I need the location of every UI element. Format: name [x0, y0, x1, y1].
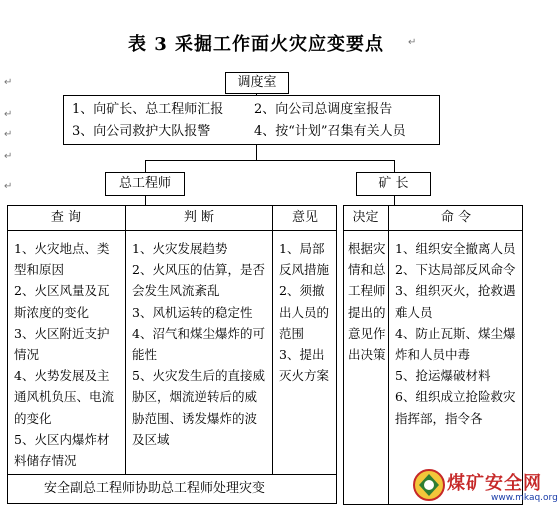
- connector-line: [256, 145, 257, 161]
- footer-note: 安全副总工程师协助总工程师处理灾变: [44, 481, 266, 496]
- paragraph-mark-icon: ↵: [4, 77, 13, 88]
- list-item: 5、火灾发生后的直接威胁区，烟流逆转后的威胁范围、诱发爆炸的波及区域: [132, 368, 265, 447]
- list-item: 3、提出灭火方案: [279, 347, 330, 384]
- list-item: 1、局部反风措施: [279, 241, 330, 278]
- dispatch-action: 3、向公司救护大队报警: [72, 124, 211, 139]
- column-header-query: 查 询: [50, 210, 82, 225]
- dispatch-action: 2、向公司总调度室报告: [254, 102, 393, 117]
- table-rule: [343, 230, 523, 231]
- command-list: [389, 232, 523, 429]
- footer-note-box: [7, 474, 337, 504]
- paragraph-mark-icon: ↵: [408, 37, 417, 48]
- list-item: 2、须撤出人员的范围: [279, 283, 330, 341]
- list-item: 4、火势发展及主通风机负压、电流的变化: [14, 368, 115, 426]
- decision-text: [344, 232, 388, 365]
- paragraph-mark-icon: ↵: [4, 129, 13, 140]
- list-item: 1、组织安全撤离人员: [395, 241, 516, 256]
- dispatch-actions-box: [63, 95, 440, 145]
- table-rule: [7, 230, 337, 231]
- list-item: 3、火区附近支护情况: [14, 325, 110, 363]
- list-item: 3、组织灭火，抢救遇难人员: [395, 283, 516, 320]
- list-item: 2、下达局部反风命令: [395, 262, 516, 278]
- watermark: [413, 465, 558, 509]
- paragraph-mark-icon: ↵: [4, 181, 13, 192]
- watermark-url: www.mkaq.org: [491, 493, 558, 503]
- judgement-list: [126, 232, 272, 450]
- list-item: 1、火灾地点、类型和原因: [14, 241, 110, 278]
- opinion-list: [273, 232, 337, 386]
- list-item: 2、火区风量及瓦斯浓度的变化: [14, 283, 110, 320]
- list-item: 6、组织成立抢险救灾指挥部，指令各: [395, 389, 516, 426]
- column-header-opinion: 意见: [291, 210, 318, 225]
- mine-safety-logo-icon: [413, 469, 445, 501]
- chief-engineer-label: 总工程师: [105, 172, 185, 196]
- column-header-command: 命 令: [440, 210, 472, 225]
- connector-line: [145, 160, 395, 161]
- column-header-judgement: 判 断: [183, 210, 215, 225]
- list-item: 2、火风压的估算，是否会发生风流紊乱: [132, 262, 265, 299]
- dispatch-room-label: 调度室: [225, 72, 289, 94]
- column-header-decision: 决定: [352, 210, 379, 225]
- list-item: 根据灾情和总工程师提出的意见作出决策: [348, 241, 386, 363]
- list-item: 3、风机运转的稳定性: [132, 304, 253, 320]
- list-item: 4、沼气和煤尘爆炸的可能性: [132, 325, 265, 363]
- dispatch-action: 4、按“计划”召集有关人员: [254, 124, 406, 139]
- paragraph-mark-icon: ↵: [4, 109, 13, 120]
- dispatch-action: 1、向矿长、总工程师汇报: [72, 102, 224, 117]
- paragraph-mark-icon: ↵: [4, 151, 13, 162]
- mine-director-label: 矿 长: [356, 172, 431, 196]
- list-item: 5、抢运爆破材料: [395, 368, 491, 384]
- list-item: 1、火灾发展趋势: [132, 241, 228, 256]
- page-title: 表 3 采掘工作面火灾应变要点: [128, 34, 385, 55]
- query-list: [8, 232, 125, 471]
- list-item: 5、火区内爆炸材料储存情况: [14, 431, 110, 469]
- list-item: 4、防止瓦斯、煤尘爆炸和人员中毒: [395, 325, 516, 363]
- watermark-name: 煤矿安全网: [447, 473, 542, 494]
